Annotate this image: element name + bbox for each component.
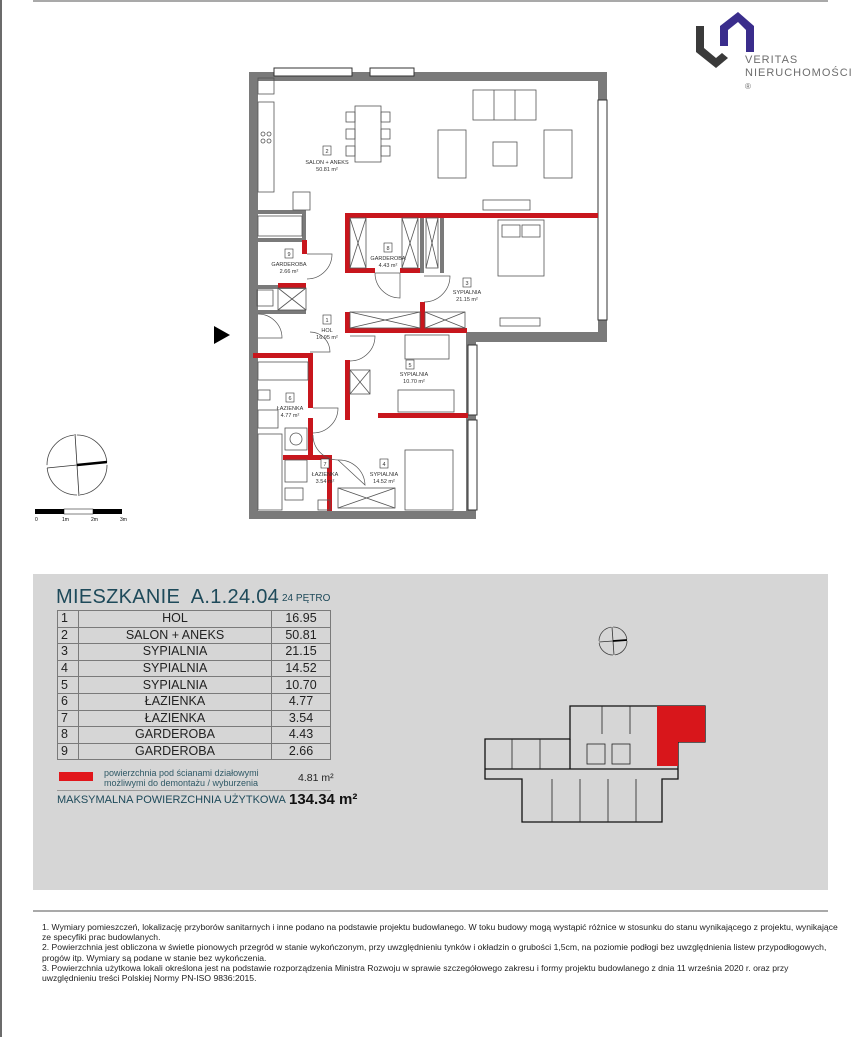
table-row: 2 SALON + ANEKS 50.81	[58, 627, 331, 644]
svg-text:3m: 3m	[120, 517, 127, 523]
footnotes	[42, 922, 842, 983]
room-label-8	[370, 243, 405, 269]
svg-text:SYPIALNIA: SYPIALNIA	[452, 290, 482, 296]
svg-text:1m: 1m	[62, 517, 69, 523]
floor-label: 24 PĘTRO	[282, 593, 331, 604]
legend-line1: powierzchnia pod ścianami działowymi	[104, 768, 259, 778]
furniture	[257, 78, 572, 510]
svg-text:50.81 m²: 50.81 m²	[316, 167, 338, 173]
footnote-3: 3. Powierzchnia użytkowa lokali określona jest na podstawie rozporządzenia Ministra Rozwoju w sprawie szczegółowego zakresu i formy projektu budowlanego z dnia 11 września 2020 r. oraz przy uwzględnieniu treści Polskiej Normy PN-ISO 9836:2015.	[42, 962, 789, 984]
room-label-4	[370, 459, 399, 485]
footnote-1: 1. Wymiary pomieszczeń, lokalizację przyborów sanitarnych i inne podano na podstawie projektu budowlanego. W toku budowy mogą wystąpić różnice w stosunku do stanu wynikającego z projektu, wynikające ze specyfiki prac budowlanych.	[42, 922, 838, 943]
room-label-3	[453, 278, 482, 303]
logo-line1: VERITAS	[745, 54, 799, 66]
table-row: 1 HOL 16.95	[58, 611, 331, 628]
svg-text:21.15 m²: 21.15 m²	[456, 297, 478, 303]
svg-text:4.43 m²: 4.43 m²	[378, 263, 398, 269]
page-left-border	[0, 0, 2, 1037]
windows	[274, 68, 607, 510]
svg-text:0: 0	[35, 517, 38, 523]
total-area-label: MAKSYMALNA POWIERZCHNIA UŻYTKOWA	[57, 794, 286, 806]
svg-text:2.66 m²: 2.66 m²	[279, 269, 299, 275]
room-label-2	[305, 146, 349, 173]
svg-text:7: 7	[323, 462, 327, 468]
entrance-arrow-icon	[214, 326, 230, 344]
svg-text:5: 5	[408, 363, 412, 369]
svg-text:14.52 m²: 14.52 m²	[373, 479, 395, 485]
svg-text:9: 9	[287, 252, 291, 258]
logo-line2: NIERUCHOMOŚCI	[745, 67, 853, 79]
svg-text:4: 4	[382, 462, 386, 468]
compass-icon	[40, 428, 115, 503]
table-row: 4 SYPIALNIA 14.52	[58, 660, 331, 677]
table-row: 3 SYPIALNIA 21.15	[58, 644, 331, 661]
room-label-9	[271, 249, 306, 275]
room-label-5	[400, 360, 429, 385]
legend-area: 4.81 m²	[298, 772, 334, 784]
svg-text:GARDEROBA: GARDEROBA	[370, 256, 406, 262]
footnote-2: 2. Powierzchnia jest obliczona w świetle pionowych przegród w stanie wykończonym, przy uwzględnieniu tynków i okładzin o grubości 1,5cm, na poziomie podłogi bez uwzględnienia listew przypodłogowych, progów itp. Wymiary są podane w stanie bez wykończenia.	[42, 942, 827, 963]
top-divider	[33, 0, 828, 2]
svg-text:8: 8	[386, 246, 390, 252]
building-key-plan	[482, 704, 722, 824]
svg-text:SYPIALNIA: SYPIALNIA	[369, 472, 399, 478]
logo-wordmark	[745, 54, 860, 98]
rooms-table	[57, 610, 331, 760]
room-label-7	[312, 459, 339, 485]
svg-text:ŁAZIENKA: ŁAZIENKA	[276, 406, 304, 412]
svg-text:GARDEROBA: GARDEROBA	[271, 262, 307, 268]
legend-line2: możliwymi do demontażu / wyburzenia	[104, 778, 259, 788]
svg-text:SALON + ANEKS: SALON + ANEKS	[305, 160, 349, 166]
notes-divider	[33, 910, 828, 912]
apartment-title: MIESZKANIE A.1.24.04	[56, 586, 280, 608]
scale-bar	[33, 507, 133, 527]
room-label-1	[316, 315, 338, 341]
table-row: 8 GARDEROBA 4.43	[58, 727, 331, 744]
svg-text:HOL: HOL	[321, 328, 333, 334]
svg-text:1: 1	[325, 318, 329, 324]
floor-plan	[200, 60, 620, 530]
table-row: 6 ŁAZIENKA 4.77	[58, 693, 331, 710]
svg-text:16.95 m²: 16.95 m²	[316, 335, 338, 341]
svg-text:3: 3	[465, 281, 469, 287]
svg-text:4.77 m²: 4.77 m²	[280, 413, 300, 419]
svg-text:SYPIALNIA: SYPIALNIA	[399, 372, 429, 378]
svg-text:2m: 2m	[91, 517, 98, 523]
legend-description	[104, 768, 274, 788]
svg-text:6: 6	[288, 396, 292, 402]
svg-text:ŁAZIENKA: ŁAZIENKA	[311, 472, 339, 478]
table-row: 9 GARDEROBA 2.66	[58, 743, 331, 760]
table-row: 5 SYPIALNIA 10.70	[58, 677, 331, 694]
svg-text:3.54 m²: 3.54 m²	[315, 479, 335, 485]
demolishable-wall-swatch	[59, 772, 93, 781]
outer-walls	[249, 72, 607, 519]
svg-text:2: 2	[325, 149, 329, 155]
room-label-6	[277, 393, 304, 419]
compass-small-icon	[596, 624, 630, 658]
highlighted-apartment	[657, 706, 705, 766]
table-row: 7 ŁAZIENKA 3.54	[58, 710, 331, 727]
svg-text:10.70 m²: 10.70 m²	[403, 379, 425, 385]
total-area-value: 134.34 m²	[289, 791, 358, 808]
registered-mark: ®	[745, 82, 752, 91]
